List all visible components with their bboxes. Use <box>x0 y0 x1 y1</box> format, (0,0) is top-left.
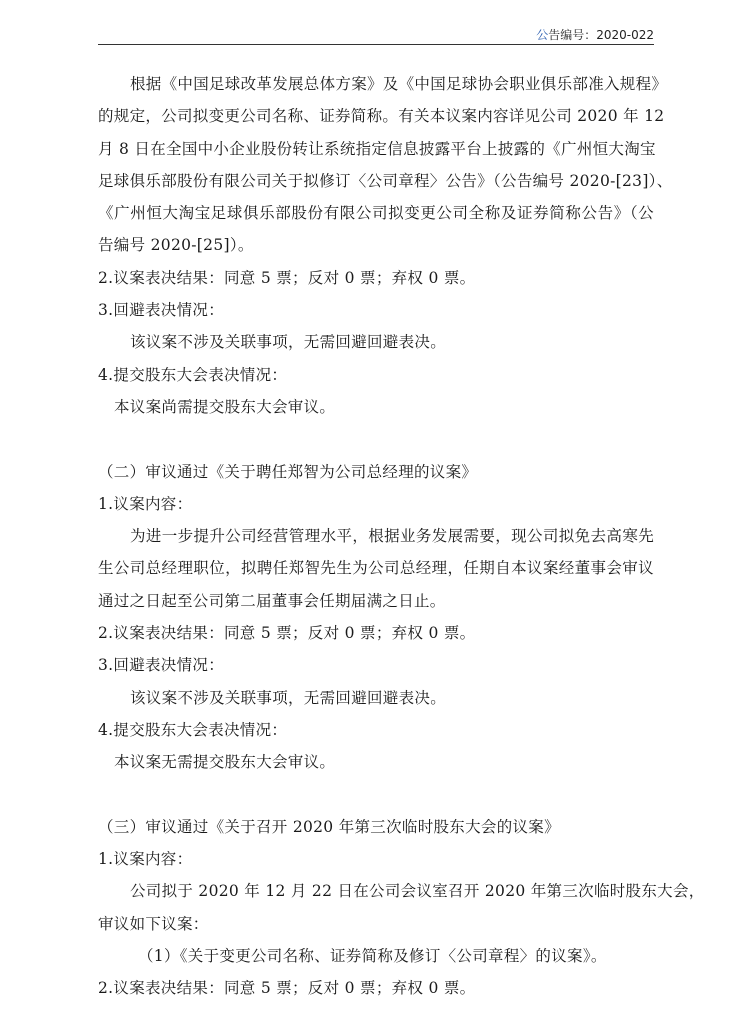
document-number: 公告编号：2020-022 <box>536 28 654 42</box>
submit-heading: 4.提交股东大会表决情况： <box>98 720 288 739</box>
paragraph-line: 月 8 日在全国中小企业股份转让系统指定信息披露平台上披露的《广州恒大淘宝 <box>98 139 656 158</box>
paragraph-line: 足球俱乐部股份有限公司关于拟修订〈公司章程〉公告》（公告编号 2020-[23]）、 <box>98 171 673 190</box>
avoid-voting-heading: 3.回避表决情况： <box>98 656 224 675</box>
section-title: （三）审议通过《关于召开 2020 年第三次临时股东大会的议案》 <box>98 817 560 836</box>
vote-result: 2.议案表决结果：同意 5 票；反对 0 票；弃权 0 票。 <box>98 624 476 643</box>
vote-result: 2.议案表决结果：同意 5 票；反对 0 票；弃权 0 票。 <box>98 268 476 287</box>
paragraph-line: 根据《中国足球改革发展总体方案》及《中国足球协会职业俱乐部准入规程》 <box>130 75 668 93</box>
spacer <box>98 423 654 455</box>
submit-text: 本议案尚需提交股东大会审议。 <box>114 397 336 416</box>
section-title: （二）审议通过《关于聘任郑智为公司总经理的议案》 <box>98 462 478 481</box>
content-heading: 1.议案内容： <box>98 494 193 513</box>
paragraph-line: 审议如下议案： <box>98 914 209 933</box>
submit-text: 本议案无需提交股东大会审议。 <box>114 753 336 772</box>
paragraph-line: 通过之日起至公司第二届董事会任期届满之日止。 <box>98 591 446 610</box>
avoid-voting-text: 该议案不涉及关联事项，无需回避回避表决。 <box>130 333 447 352</box>
paragraph-line: 的规定，公司拟变更公司名称、证券简称。有关本议案内容详见公司 2020 年 12 <box>98 107 665 126</box>
document-body <box>98 68 705 1005</box>
paragraph-line: 生公司总经理职位，拟聘任郑智先生为公司总经理，任期自本议案经董事会审议 <box>98 559 654 578</box>
spacer <box>98 779 654 811</box>
paragraph-line: 《广州恒大淘宝足球俱乐部股份有限公司拟变更公司全称及证券简称公告》（公 <box>98 204 654 223</box>
avoid-voting-heading: 3.回避表决情况： <box>98 301 224 320</box>
avoid-voting-text: 该议案不涉及关联事项，无需回避回避表决。 <box>130 688 447 707</box>
paragraph-line: 公司拟于 2020 年 12 月 22 日在公司会议室召开 2020 年第三次临时股东大会， <box>130 882 705 901</box>
content-heading: 1.议案内容： <box>98 850 193 869</box>
agenda-item: （1）《关于变更公司名称、证券简称及修订〈公司章程〉的议案》。 <box>138 947 607 966</box>
page-header <box>98 24 654 45</box>
paragraph-line: 告编号 2020-[25]）。 <box>98 236 254 255</box>
paragraph-line: 为进一步提升公司经营管理水平，根据业务发展需要，现公司拟免去高寒先 <box>130 527 654 546</box>
vote-result: 2.议案表决结果：同意 5 票；反对 0 票；弃权 0 票。 <box>98 979 476 998</box>
submit-heading: 4.提交股东大会表决情况： <box>98 365 288 384</box>
